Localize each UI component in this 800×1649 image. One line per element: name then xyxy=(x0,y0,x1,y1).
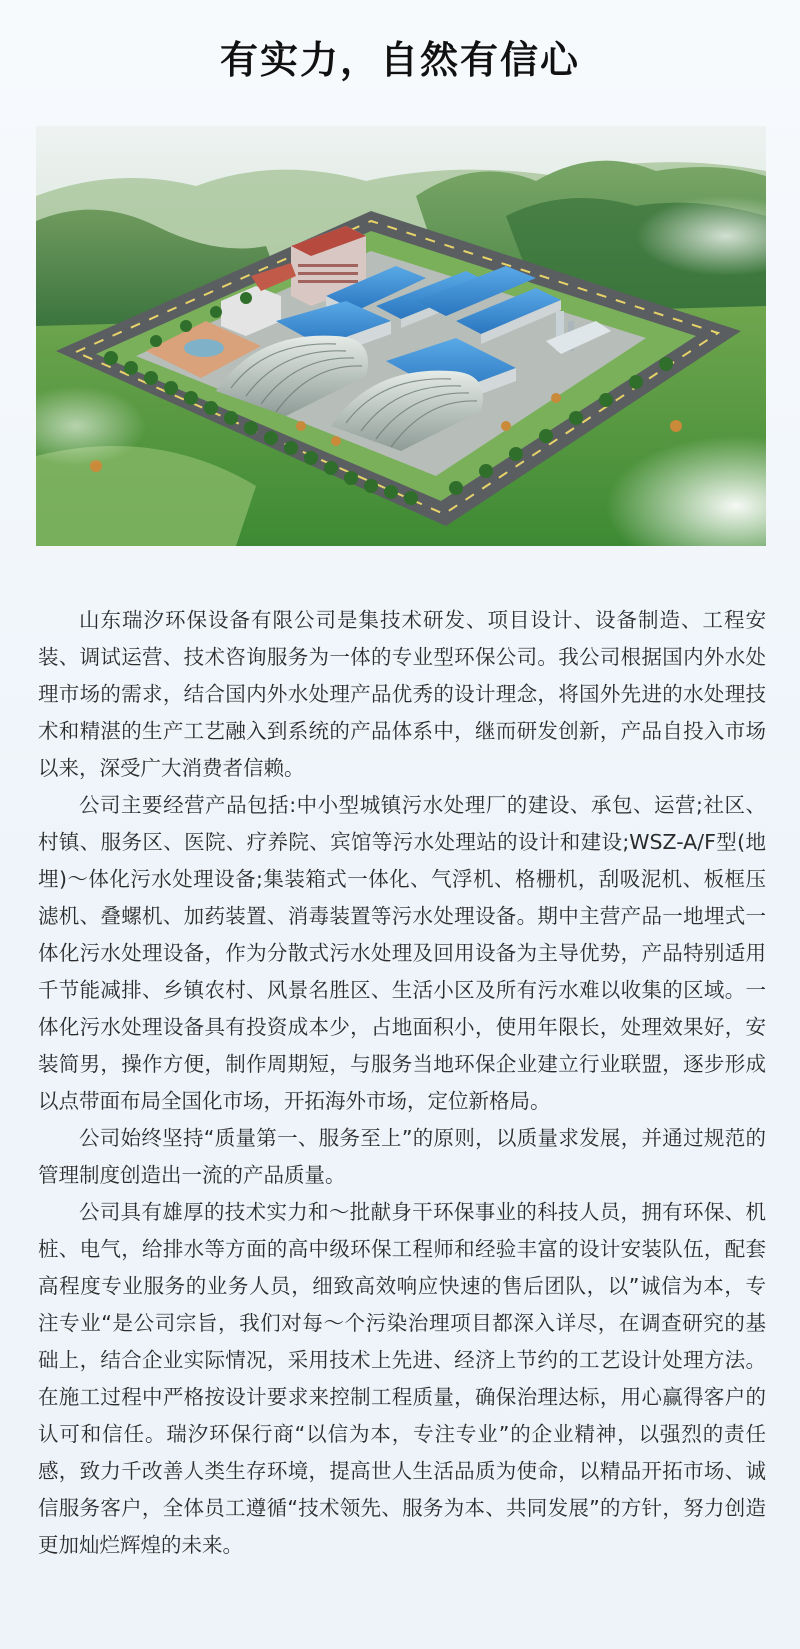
paragraph-intro: 山东瑞汐环保设备有限公司是集技术研发、项目设计、设备制造、工程安装、调试运营、技术咨询服务为一体的专业型环保公司。我公司根据国内外水处理市场的需求，结合国内外水处理产品优秀的设计理念，将国外先进的水处理技术和精湛的生产工艺融入到系统的产品体系中，继而研发创新，产品自投入市场以来，深受广大消费者信赖。 xyxy=(38,608,766,780)
paragraph-quality: 公司始终坚持“质量第一、服务至上”的原则，以质量求发展，并通过规范的管理制度创造出一流的产品质量。 xyxy=(38,1126,766,1187)
page-title: 有实力，自然有信心 xyxy=(219,38,580,82)
paragraph-team: 公司具有雄厚的技术实力和～批献身干环保事业的科技人员，拥有环保、机桩、电气，给排水等方面的高中级环保工程师和经验丰富的设计安装队伍，配套高程度专业服务的业务人员，细致高效响应快速的售后团队，以”诚信为本，专注专业“是公司宗旨，我们对每～个污染治理项目都深入详尽，在调查研究的基础上，结合企业实际情况，采用技术上先进、经济上节约的工艺设计处理方法。在施工过程中严格按设计要求来控制工程质量，确保治理达标，用心赢得客户的认可和信任。瑞汐环保行商“以信为本，专注专业”的企业精神，以强烈的责任感，致力千改善人类生存环境，提高世人生活品质为使命，以精品开拓市场、诚信服务客户，全体员工遵循“技术领先、服务为本、共同发展”的方针，努力创造更加灿烂辉煌的未来。 xyxy=(38,1200,766,1557)
paragraph-products: 公司主要经营产品包括:中小型城镇污水处理厂的建设、承包、运营;社区、村镇、服务区、医院、疗养院、宾馆等污水处理站的设计和建设;WSZ-A/F型(地埋)～体化污水处理设备;集装箱式一体化、气浮机、格栅机，刮吸泥机、板框压滤机、叠螺机、加药装置、消毒装置等污水处理设备。期中主营产品一地埋式一体化污水处理设备，作为分散式污水处理及回用设备为主导优势，产品特别适用千节能减排、乡镇农村、风景名胜区、生活小区及所有污水难以收集的区域。一体化污水处理设备具有投资成本少，占地面积小，使用年限长，处理效果好，安装简男，操作方便，制作周期短，与服务当地环保企业建立行业联盟，逐步形成以点带面布局全国化市场，开拓海外市场，定位新格局。 xyxy=(38,793,766,1113)
factory-aerial-image xyxy=(36,126,766,546)
company-description xyxy=(38,602,766,1564)
factory-illustration xyxy=(36,126,766,546)
